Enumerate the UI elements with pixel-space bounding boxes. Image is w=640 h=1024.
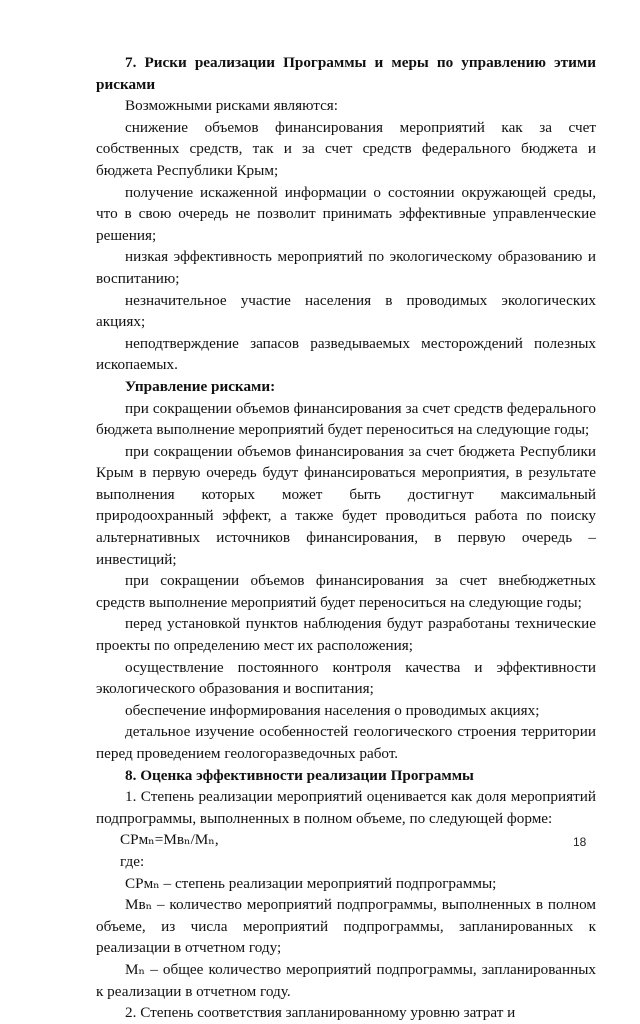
section-8-heading: 8. Оценка эффективности реализации Программы [125,766,474,784]
risk-item: снижение объемов финансирования мероприятий как за счет собственных средств, так и за счет средств федерального бюджета и бюджета Республики Крым; [96,118,596,179]
page-number: 18 [573,835,587,849]
section-8-item-2: 2. Степень соответствия запланированному уровню затрат и [125,1004,516,1022]
definition-item: Мвₙ – количество мероприятий подпрограммы, выполненных в полном объеме, из числа мероприятий подпрограммы, запланированных к реализации в отчетном году; [96,896,596,957]
management-item: осуществление постоянного контроля качества и эффективности экологического образования и воспитания; [96,658,596,698]
risks-intro: Возможными рисками являются: [125,97,339,115]
risk-item: получение искаженной информации о состоянии окружающей среды, что в свою очередь не позволит принимать эффективные управленческие решения; [96,183,596,244]
formula: СРмₙ=Мвₙ/Мₙ, [120,831,219,849]
definition-item: СРмₙ – степень реализации мероприятий подпрограммы; [125,874,497,892]
risk-item: низкая эффективность мероприятий по экологическому образованию и воспитанию; [96,248,596,287]
definition-item: Мₙ – общее количество мероприятий подпрограммы, запланированных к реализации в отчетном году. [96,960,596,1000]
management-item: при сокращении объемов финансирования за счет бюджета Республики Крым в первую очередь будут финансироваться мероприятия, в результате выполнения которых может быть достигнут максимальный природоохранный эффект, а также будет проводиться работа по поиску альтернативных источников финансирования, в первую очередь – инвестиций; [96,442,596,568]
management-item: перед установкой пунктов наблюдения будут разработаны технические проекты по определению мест их расположения; [96,615,596,655]
management-item: обеспечение информирования населения о проводимых акциях; [125,701,540,719]
section-7-heading: 7. Риски реализации Программы и меры по управлению этими рисками [96,54,596,93]
management-item: при сокращении объемов финансирования за счет средств федерального бюджета выполнение мероприятий будет переноситься на следующие годы; [96,399,596,439]
formula-where: где: [120,852,145,870]
risk-item: неподтверждение запасов разведываемых месторождений полезных ископаемых. [96,334,596,374]
document-body [96,52,596,1024]
management-item: детальное изучение особенностей геологического строения территории перед проведением геологоразведочных работ. [96,723,596,762]
risk-item: незначительное участие населения в проводимых экологических акциях; [96,291,596,331]
management-item: при сокращении объемов финансирования за счет внебюджетных средств выполнение мероприятий будет переноситься на следующие годы; [96,572,596,611]
risk-management-heading: Управление рисками: [125,377,276,395]
section-8-item-1: 1. Степень реализации мероприятий оценивается как доля мероприятий подпрограммы, выполненных в полном объеме, по следующей форме: [96,788,596,827]
